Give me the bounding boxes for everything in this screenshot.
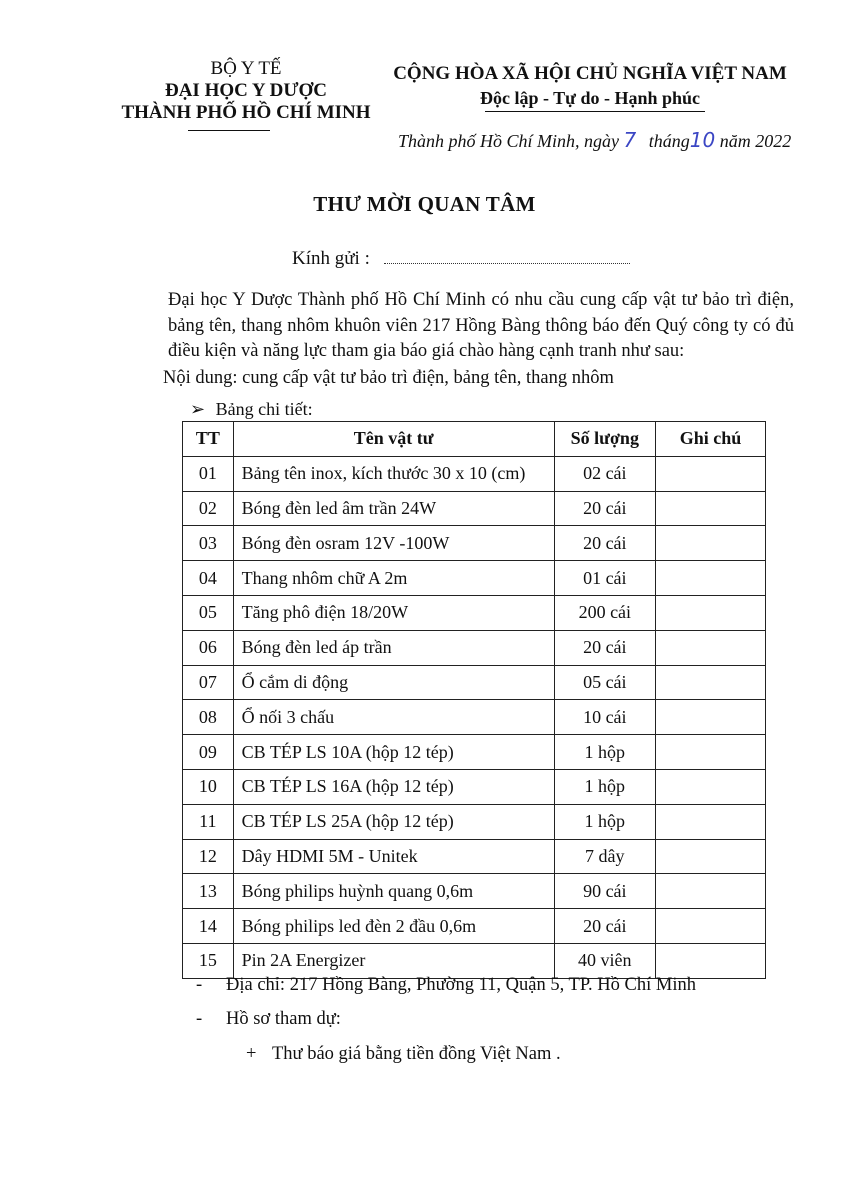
item-note [655,769,765,804]
item-name: Bóng đèn led áp trần [233,630,554,665]
item-note [655,456,765,491]
item-note [655,491,765,526]
item-name: Bóng đèn osram 12V -100W [233,526,554,561]
date-month-handwritten: 10 [689,128,716,152]
table-row [183,735,766,770]
item-quantity: 20 cái [554,491,655,526]
item-name: Dây HDMI 5M - Unitek [233,839,554,874]
row-number: 14 [183,909,234,944]
table-row [183,561,766,596]
detail-label: Bảng chi tiết: [215,399,313,419]
row-number: 04 [183,561,234,596]
table-row [183,804,766,839]
materials-table [182,421,766,979]
item-name: Bóng đèn led âm trần 24W [233,491,554,526]
item-note [655,526,765,561]
item-note [655,804,765,839]
materials-table-body [183,456,766,978]
table-row [183,630,766,665]
table-row [183,874,766,909]
header-note: Ghi chú [655,422,765,457]
address-bullet [196,975,696,996]
row-number: 09 [183,735,234,770]
item-note [655,665,765,700]
item-note [655,874,765,909]
item-name: Bóng philips huỳnh quang 0,6m [233,874,554,909]
row-number: 03 [183,526,234,561]
item-note [655,839,765,874]
university-name: ĐẠI HỌC Y DƯỢC [164,80,328,101]
intro-paragraph [168,288,794,365]
item-name: Bóng philips led đèn 2 đầu 0,6m [233,909,554,944]
issuer-underline [188,130,270,131]
header-tt: TT [183,422,234,457]
item-name: CB TÉP LS 25A (hộp 12 tép) [233,804,554,839]
item-quantity: 10 cái [554,700,655,735]
item-quantity: 200 cái [554,595,655,630]
item-quantity: 90 cái [554,874,655,909]
item-note [655,700,765,735]
item-name: Thang nhôm chữ A 2m [233,561,554,596]
item-name: CB TÉP LS 10A (hộp 12 tép) [233,735,554,770]
item-note [655,943,765,978]
item-quantity: 20 cái [554,630,655,665]
row-number: 08 [183,700,234,735]
item-note [655,630,765,665]
row-number: 05 [183,595,234,630]
salutation-label: Kính gửi : [292,248,370,269]
item-note [655,909,765,944]
item-name: Ổ nối 3 chấu [233,700,554,735]
item-name: Pin 2A Energizer [233,943,554,978]
date-day-handwritten: 7 [623,128,637,152]
item-quantity: 1 hộp [554,769,655,804]
row-number: 07 [183,665,234,700]
intro-text: Đại học Y Dược Thành phố Hồ Chí Minh có nhu cầu cung cấp vật tư bảo trì điện, bảng tên, thang nhôm khuôn viên 217 Hồng Bàng thông báo đến Quý công ty có đủ điều kiện và năng lực tham gia báo giá chào hàng cạnh tranh như sau: [168,290,794,361]
issuer-block [96,58,396,124]
item-note [655,735,765,770]
country-name: CỘNG HÒA XÃ HỘI CHỦ NGHĨA VIỆT NAM [393,63,787,84]
dossier-text: Hồ sơ tham dự: [226,1009,341,1029]
date-prefix: Thành phố Hồ Chí Minh, ngày [398,131,620,151]
item-name: CB TÉP LS 16A (hộp 12 tép) [233,769,554,804]
item-quantity: 20 cái [554,526,655,561]
date-year: năm 2022 [719,131,792,151]
row-number: 01 [183,456,234,491]
dash-icon: - [196,1009,203,1029]
table-row [183,839,766,874]
university-city: THÀNH PHỐ HỒ CHÍ MINH [121,102,371,123]
table-row [183,595,766,630]
dossier-bullet [196,1009,341,1030]
table-row [183,943,766,978]
row-number: 12 [183,839,234,874]
header-item-name: Tên vật tư [233,422,554,457]
table-row [183,700,766,735]
item-quantity: 1 hộp [554,804,655,839]
table-row [183,909,766,944]
content-line: Nội dung: cung cấp vật tư bảo trì điện, bảng tên, thang nhôm [163,368,614,388]
date-line [398,128,791,152]
table-row [183,456,766,491]
ministry-name: BỘ Y TẾ [210,58,282,79]
national-heading [385,62,795,110]
item-quantity: 1 hộp [554,735,655,770]
national-motto: Độc lập - Tự do - Hạnh phúc [479,88,701,108]
date-month-label: tháng [648,131,690,151]
document-title: THƯ MỜI QUAN TÂM [313,192,536,216]
table-row [183,526,766,561]
row-number: 11 [183,804,234,839]
row-number: 10 [183,769,234,804]
address-text: Địa chỉ: 217 Hồng Bàng, Phường 11, Quận 5, TP. Hồ Chí Minh [226,975,696,995]
table-header-row [183,422,766,457]
quote-letter-bullet [246,1044,561,1065]
row-number: 15 [183,943,234,978]
plus-icon: + [246,1044,257,1064]
item-quantity: 20 cái [554,909,655,944]
item-name: Tăng phô điện 18/20W [233,595,554,630]
item-name: Bảng tên inox, kích thước 30 x 10 (cm) [233,456,554,491]
row-number: 02 [183,491,234,526]
salutation-line [292,248,630,270]
table-row [183,491,766,526]
table-row [183,665,766,700]
motto-underline [485,111,705,112]
item-quantity: 01 cái [554,561,655,596]
item-note [655,595,765,630]
row-number: 06 [183,630,234,665]
item-quantity: 40 viên [554,943,655,978]
detail-heading [190,399,313,420]
table-row [183,769,766,804]
dash-icon: - [196,975,203,995]
item-quantity: 05 cái [554,665,655,700]
item-note [655,561,765,596]
item-quantity: 02 cái [554,456,655,491]
row-number: 13 [183,874,234,909]
recipient-blank[interactable] [384,250,630,264]
header-quantity: Số lượng [554,422,655,457]
item-name: Ổ cắm di động [233,665,554,700]
quote-letter-text: Thư báo giá bằng tiền đồng Việt Nam . [272,1044,561,1064]
arrow-bullet-icon: ➢ [190,399,206,419]
item-quantity: 7 dây [554,839,655,874]
